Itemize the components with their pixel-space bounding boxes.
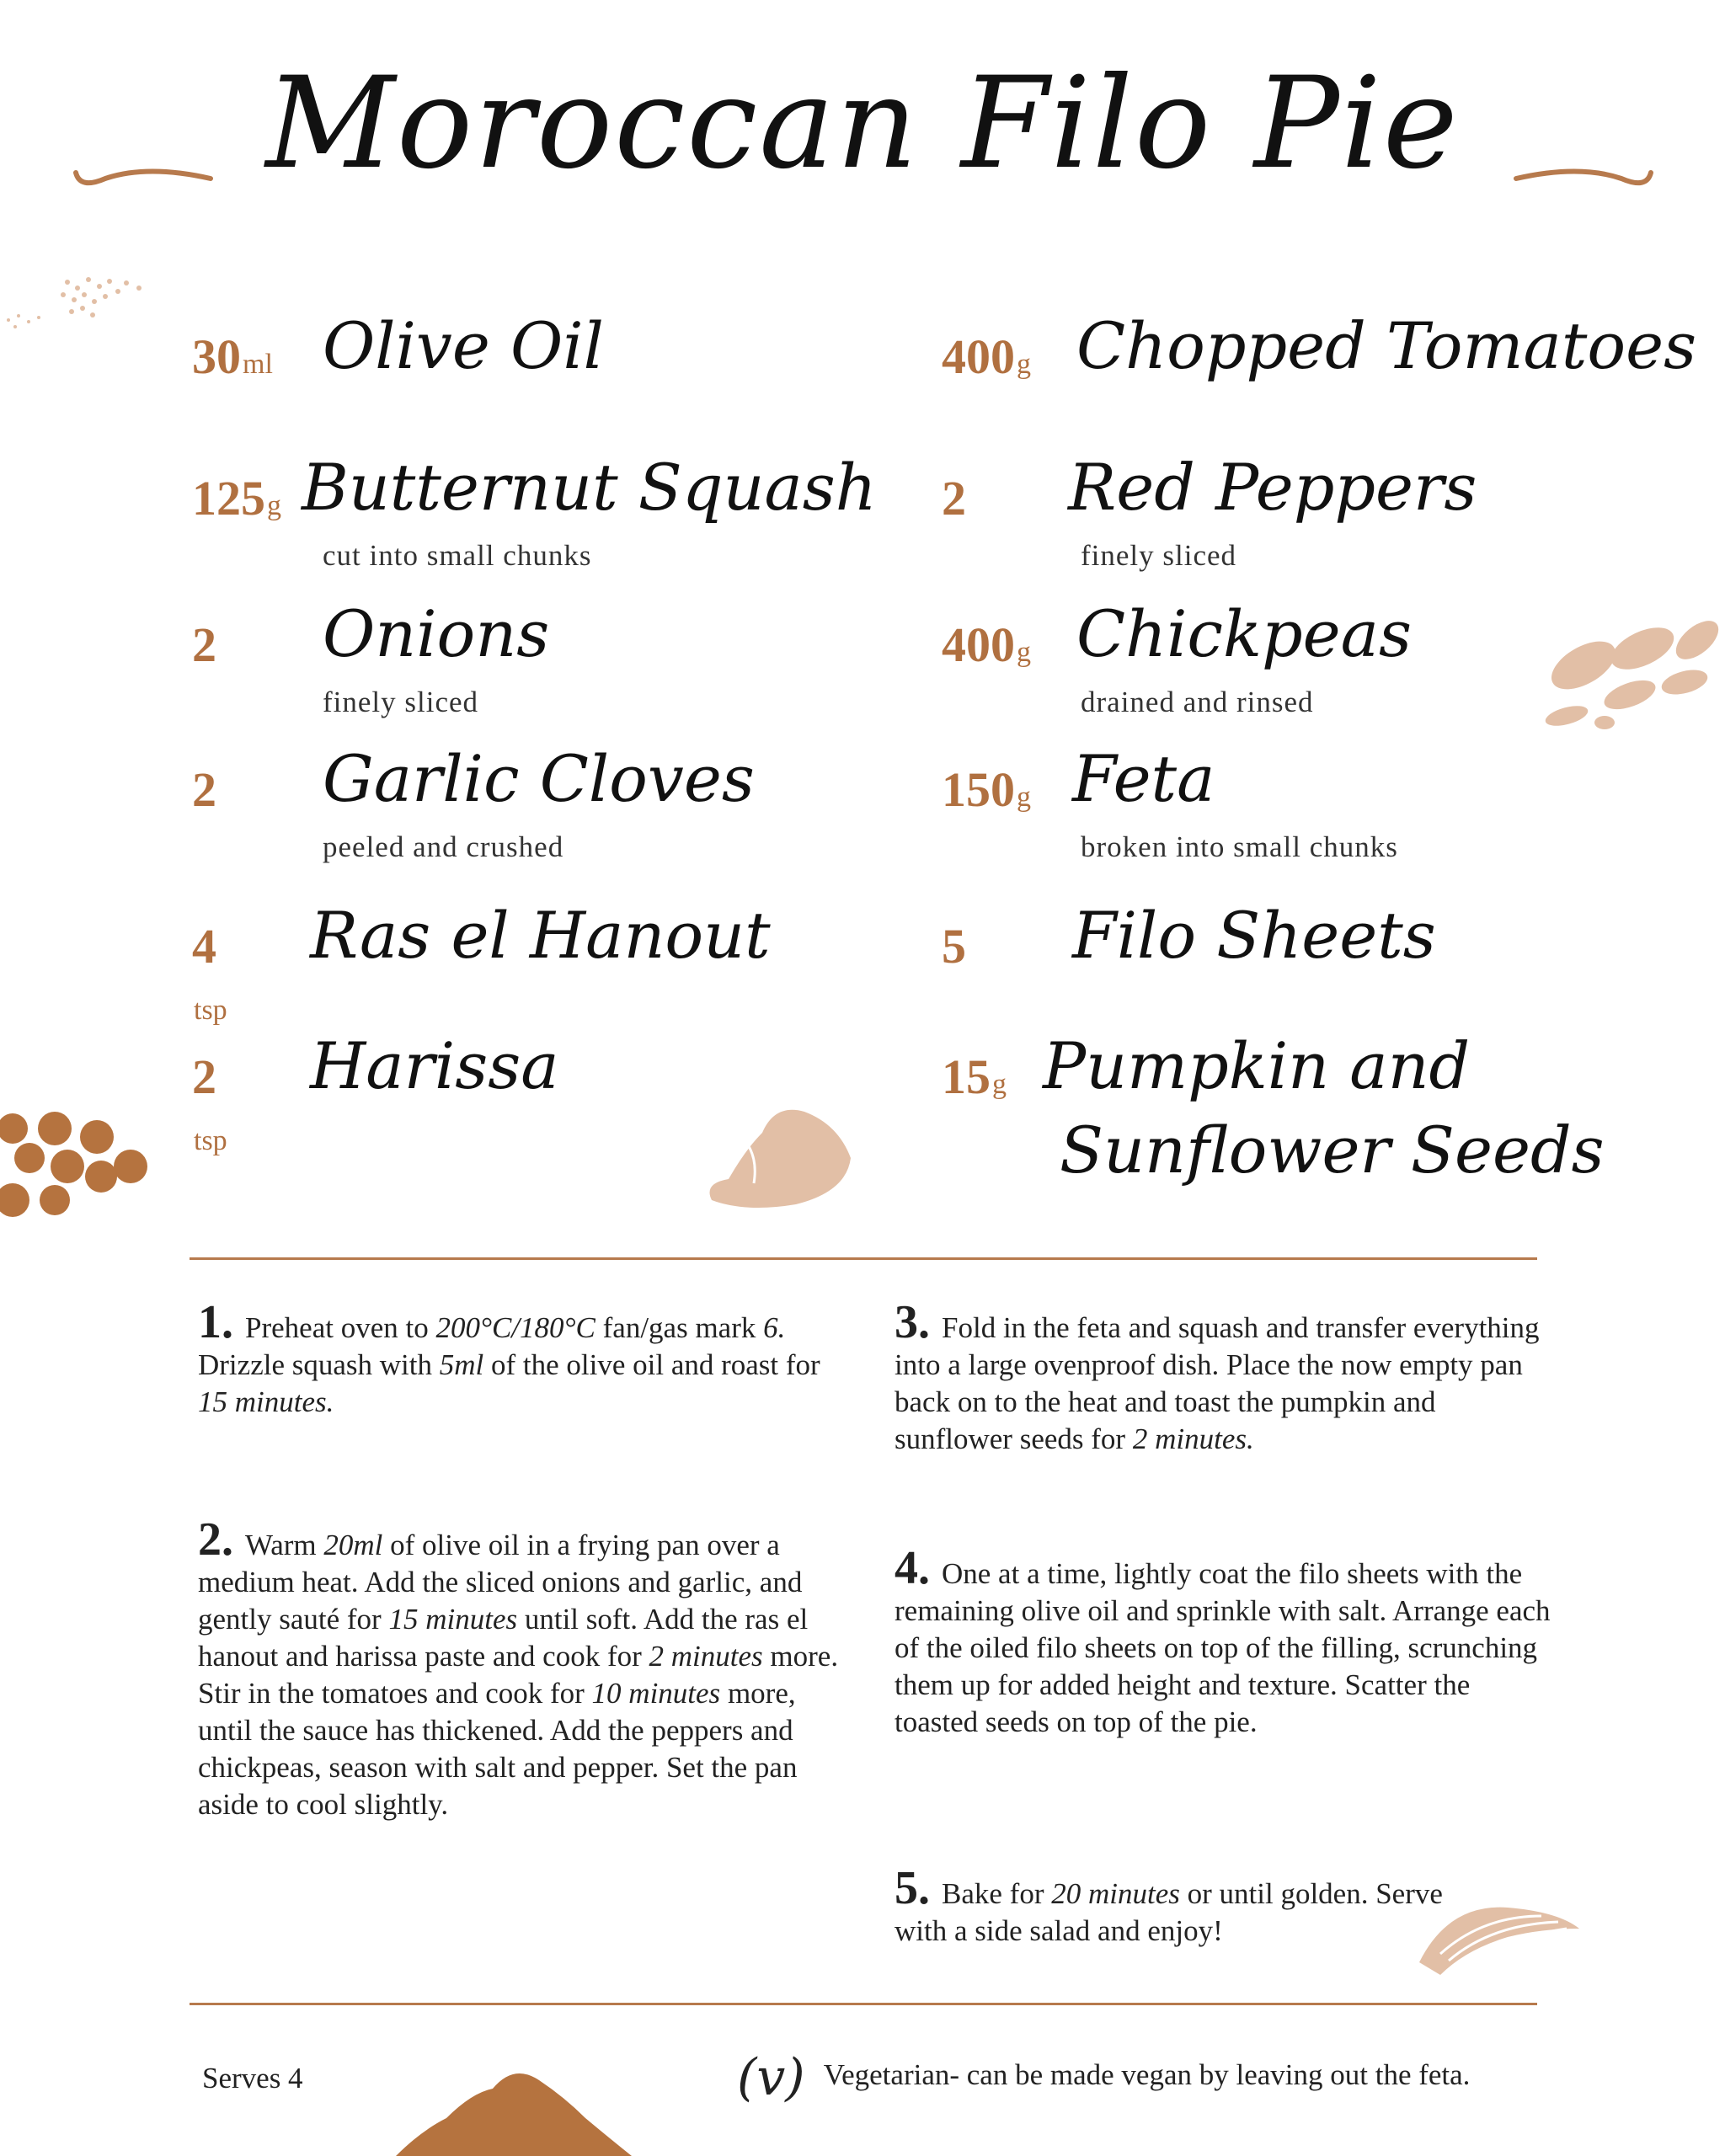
ingredient-name: Pumpkin and bbox=[1043, 1028, 1471, 1103]
vegetarian-note bbox=[737, 2048, 1470, 2107]
ingredient-quantity: 400g bbox=[942, 617, 1031, 672]
step-number: 5. bbox=[895, 1862, 930, 1914]
ingredient-name: Onions bbox=[323, 596, 550, 671]
ingredient-quantity: 2 tsp bbox=[192, 1049, 227, 1156]
servings-text: Serves 4 bbox=[202, 2062, 303, 2095]
method-step-4: 4. One at a time, lightly coat the filo sheets with the remaining olive oil and sprinkle with salt. Arrange each of the oiled filo sheets on top of the filling, scrunching them up for added height and texture. Scatter the toasted seeds on top of the pie. bbox=[895, 1542, 1551, 1738]
method-step-2: 2. Warm 20ml of olive oil in a frying pan over a medium heat. Add the sliced onions and garlic, and gently sauté for 15 minutes until soft. Add the ras el hanout and harissa paste and cook for 2 minutes more. Stir in the tomatoes and cook for 10 minutes more, until the sauce has thickened. Add the peppers and chickpeas, season with salt and pepper. Set the pan aside to cool slightly. bbox=[198, 1513, 839, 1821]
right-swash-ornament bbox=[1512, 160, 1655, 194]
step-number: 4. bbox=[895, 1542, 930, 1594]
ingredient-name: Garlic Cloves bbox=[323, 741, 755, 816]
vegetarian-icon: (v) bbox=[737, 2048, 805, 2107]
ingredient-quantity: 400g bbox=[942, 329, 1031, 384]
ingredient-name: Olive Oil bbox=[323, 308, 604, 383]
ingredient-quantity: 150g bbox=[942, 762, 1031, 817]
recipe-title: Moroccan Filo Pie bbox=[265, 51, 1460, 197]
ingredient-quantity: 2 bbox=[942, 471, 966, 526]
ingredient-note: drained and rinsed bbox=[1081, 686, 1314, 718]
ingredient-name: Butternut Squash bbox=[302, 450, 877, 525]
ingredient-name: Chopped Tomatoes bbox=[1076, 308, 1697, 383]
step-number: 3. bbox=[895, 1296, 930, 1348]
method-step-3: 3. Fold in the feta and squash and transfer everything into a large ovenproof dish. Place the now empty pan back on to the heat and toast the pumpkin and sunflower seeds for 2 minutes. bbox=[895, 1296, 1540, 1455]
ingredient-name: Red Peppers bbox=[1068, 450, 1477, 525]
ingredient-quantity: 125g bbox=[192, 471, 281, 526]
section-divider-bottom bbox=[190, 2003, 1537, 2005]
ingredient-quantity: 15g bbox=[942, 1049, 1007, 1104]
ingredient-note: finely sliced bbox=[1081, 539, 1237, 572]
ingredient-name: Harissa bbox=[310, 1028, 559, 1103]
ingredient-name: Ras el Hanout bbox=[310, 898, 771, 973]
section-divider-top bbox=[190, 1257, 1537, 1260]
ingredient-quantity: 4 tsp bbox=[192, 919, 227, 1026]
ingredient-note: broken into small chunks bbox=[1081, 830, 1398, 863]
cardamom-pods-illustration bbox=[1533, 615, 1725, 741]
ingredient-quantity: 2 bbox=[192, 617, 216, 672]
ingredient-note: cut into small chunks bbox=[323, 539, 592, 572]
title-area bbox=[0, 34, 1725, 236]
ingredient-name: Filo Sheets bbox=[1072, 898, 1436, 973]
chickpeas-illustration bbox=[0, 1107, 156, 1221]
step-number: 1. bbox=[198, 1296, 233, 1348]
ingredient-quantity: 5 bbox=[942, 919, 966, 974]
vegetarian-text: Vegetarian- can be made vegan by leaving out the feta. bbox=[823, 2058, 1471, 2092]
ingredient-name: Feta bbox=[1072, 741, 1215, 816]
ingredient-quantity: 30ml bbox=[192, 329, 273, 384]
ingredient-name: Chickpeas bbox=[1076, 596, 1412, 671]
spice-sprinkle-decoration bbox=[0, 270, 168, 337]
ingredient-note: peeled and crushed bbox=[323, 830, 564, 863]
ingredient-note: finely sliced bbox=[323, 686, 479, 718]
ingredient-name-line2: Sunflower Seeds bbox=[1060, 1113, 1605, 1187]
method-step-5: 5. Bake for 20 minutes or until golden. Serve with a side salad and enjoy! bbox=[895, 1862, 1443, 1947]
method-step-1: 1. Preheat oven to 200°C/180°C fan/gas mark 6. Drizzle squash with 5ml of the olive oil and roast for 15 minutes. bbox=[198, 1296, 820, 1418]
ground-spice-pile-illustration bbox=[396, 2059, 632, 2156]
step-number: 2. bbox=[198, 1513, 233, 1566]
ingredient-quantity: 2 bbox=[192, 762, 216, 817]
garlic-illustration bbox=[695, 1099, 855, 1209]
